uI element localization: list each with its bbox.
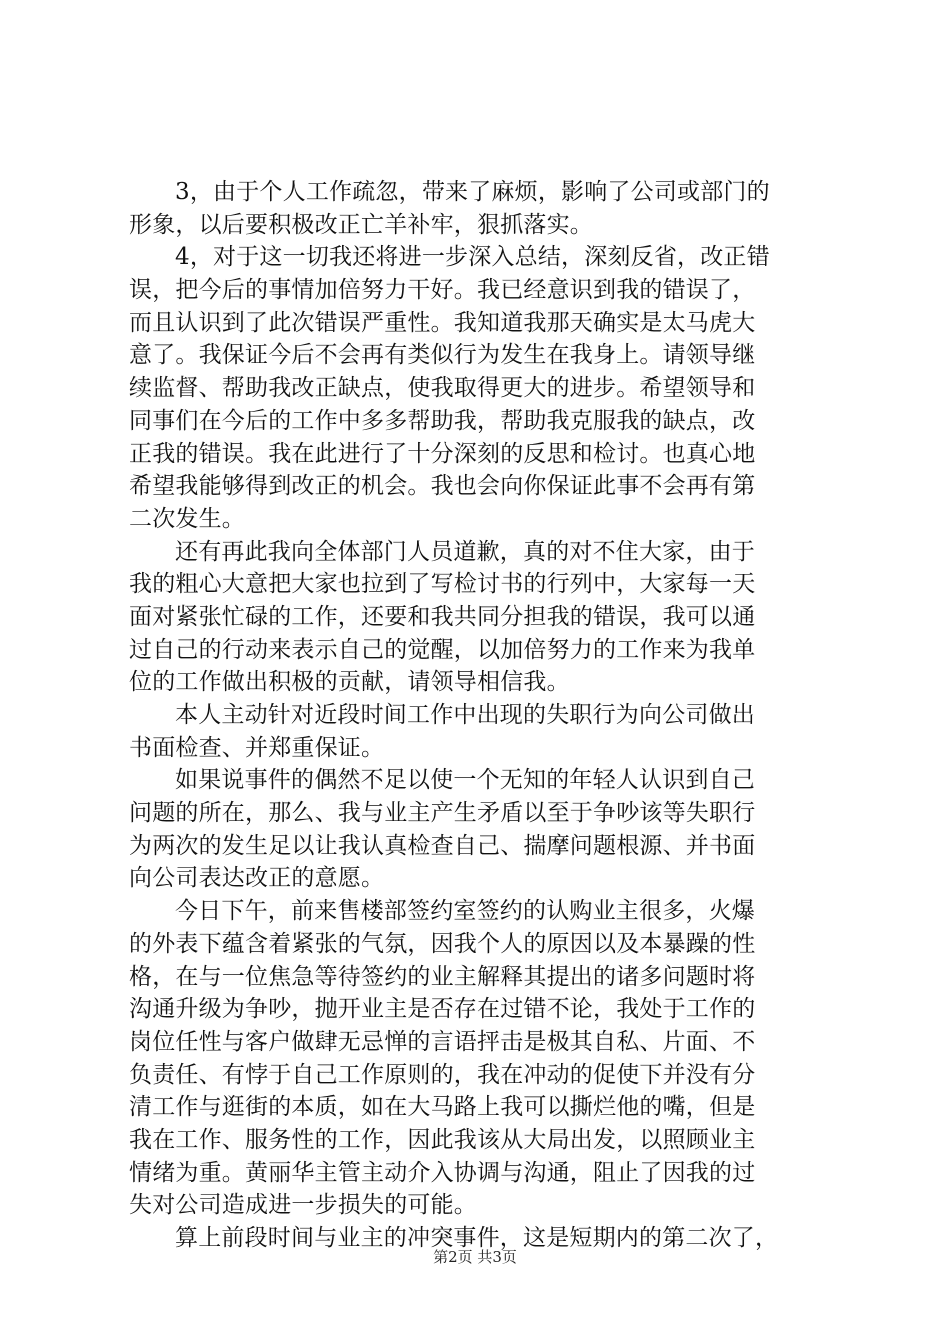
text-line: 面对紧张忙碌的工作，还要和我共同分担我的错误，我可以通 [129,603,756,630]
text-line: 我的粗心大意把大家也拉到了写检讨书的行列中，大家每一天 [129,571,756,598]
text-line: 误，把今后的事情加倍努力干好。我已经意识到我的错误了， [129,277,756,304]
document-body [129,176,833,1255]
text-line: 还有再此我向全体部门人员道歉，真的对不住大家，由于 [175,538,755,565]
text-line: 续监督、帮助我改正缺点，使我取得更大的进步。希望领导和 [129,375,756,402]
text-line: 希望我能够得到改正的机会。我也会向你保证此事不会再有第 [129,473,756,500]
text-line: 为两次的发生足以让我认真检查自己、揣摩问题根源、并书面 [129,832,756,859]
text-line: 二次发生。 [129,505,245,532]
text-line: 问题的所在，那么、我与业主产生矛盾以至于争吵该等失职行 [129,800,756,827]
text-line: 而且认识到了此次错误严重性。我知道我那天确实是太马虎大 [129,309,756,336]
page-footer: 第2页 共3页 [433,1248,517,1266]
text-line: 岗位任性与客户做肆无忌惮的言语抨击是极其自私、片面、不 [129,1028,756,1055]
text-line: 格，在与一位焦急等待签约的业主解释其提出的诸多问题时将 [129,963,756,990]
text-line: 清工作与逛街的本质，如在大马路上我可以撕烂他的嘴，但是 [129,1094,756,1121]
text-line: 正我的错误。我在此进行了十分深刻的反思和检讨。也真心地 [129,440,756,467]
text-line: 情绪为重。黄丽华主管主动介入协调与沟通，阻止了因我的过 [129,1159,756,1186]
text-line: 同事们在今后的工作中多多帮助我，帮助我克服我的缺点，改 [129,407,756,434]
text-line: 失对公司造成进一步损失的可能。 [129,1192,477,1219]
text-line: 过自己的行动来表示自己的觉醒，以加倍努力的工作来为我单 [129,636,756,663]
text-line: 3，由于个人工作疏忽，带来了麻烦，影响了公司或部门的 [175,179,770,205]
text-line: 我在工作、服务性的工作，因此我该从大局出发，以照顾业主 [129,1126,756,1153]
text-line: 的外表下蕴含着紧张的气氛，因我个人的原因以及本暴躁的性 [129,930,756,957]
text-line: 算上前段时间与业主的冲突事件，这是短期内的第二次了， [175,1225,779,1251]
text-line: 向公司表达改正的意愿。 [129,865,385,892]
text-line: 如果说事件的偶然不足以使一个无知的年轻人认识到自己 [175,767,755,794]
text-line: 负责任、有悖于自己工作原则的，我在冲动的促使下并没有分 [129,1061,756,1088]
text-line: 意了。我保证今后不会再有类似行为发生在我身上。请领导继 [129,342,756,369]
text-line: 形象，以后要积极改正亡羊补牢，狠抓落实。 [129,211,593,238]
text-line: 本人主动针对近段时间工作中出现的失职行为向公司做出 [175,702,755,728]
text-line: 书面检查、并郑重保证。 [129,734,385,761]
text-line: 沟通升级为争吵，抛开业主是否存在过错不论，我处于工作的 [129,996,756,1023]
text-line: 今日下午，前来售楼部签约室签约的认购业主很多，火爆 [175,898,755,925]
text-line: 4，对于这一切我还将进一步深入总结，深刻反省，改正错 [175,244,770,271]
text-line: 位的工作做出积极的贡献，请领导相信我。 [129,669,570,696]
